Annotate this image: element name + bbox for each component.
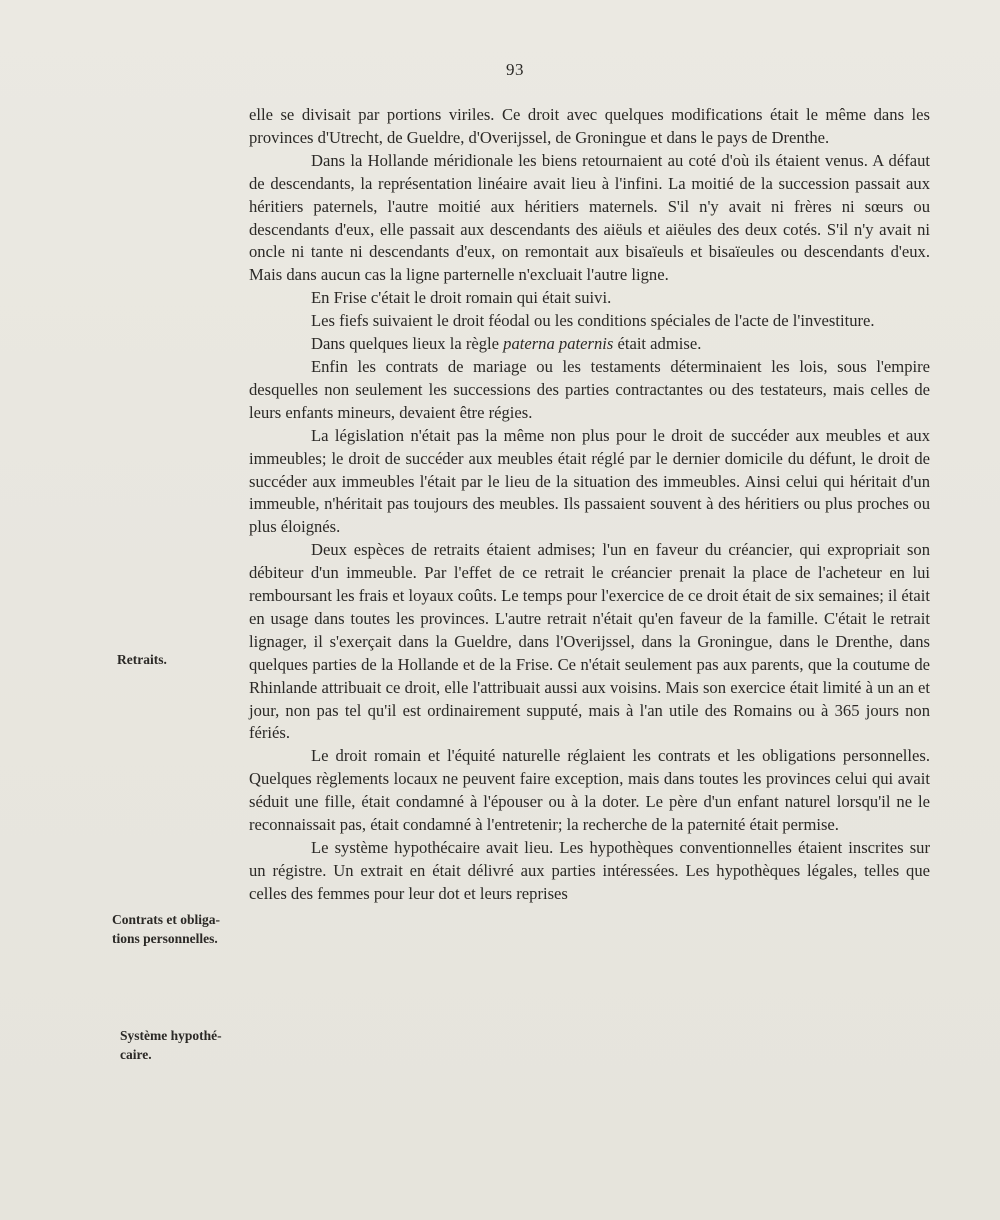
paragraph-legislation: La législation n'était pas la même non plus pour le droit de succéder aux meubles et aux immeubles; le droit de succéder aux meubles était réglé par le dernier domicile du défunt, le droit de succéder aux immeubles l'était par le lieu de la situation des immeubles. Ainsi celui qui héritait d'un immeuble, n'héritait pas toujours des meubles. Ils passaient souvent à des héritiers ou plus proches ou plus éloignés. [249, 425, 930, 537]
page-number: 93 [506, 60, 524, 79]
paragraph-systeme-hypothecaire: Le système hypothécaire avait lieu. Les hypothèques conventionnelles étaient inscrites sur un régistre. Un extrait en était délivré aux parties intéressées. Les hypothèques légales, telles que celles des femmes pour leur dot et leurs reprises [249, 838, 930, 903]
margin-note-systeme-line2: caire. [120, 1047, 152, 1062]
body-text [249, 104, 930, 906]
paragraph-contrats-mariage: Enfin les contrats de mariage ou les testaments déterminaient les lois, sous l'empire desquelles non seulement les successions des parties contractantes ou des testateurs, mais celles de leurs enfants mineurs, devaient être régies. [249, 356, 930, 422]
latin-phrase: paterna paternis [503, 334, 614, 354]
margin-note-contrats [112, 910, 242, 948]
paragraph-text: Dans quelques lieux la règle [311, 334, 504, 354]
paragraph-text: était admise. [613, 334, 702, 354]
margin-note-systeme-hypothecaire [120, 1026, 246, 1064]
margin-note-retraits-text: Retraits. [117, 652, 167, 667]
margin-note-contrats-line2: tions personnelles. [112, 931, 218, 946]
paragraph-frise: En Frise c'était le droit romain qui était suivi. [311, 288, 612, 308]
margin-note-retraits [117, 650, 167, 669]
paragraph-paterna-paternis [249, 333, 930, 356]
margin-note-contrats-line1: Contrats et obliga- [112, 912, 220, 927]
paragraph-hollande-meridionale: Dans la Hollande méridionale les biens retournaient au coté d'où ils étaient venus. A défaut de descendants, la représentation linéaire avait lieu à l'infini. La moitié de la succession passait aux héritiers paternels, l'autre moitié aux héritiers maternels. S'il n'y avait ni frères ni sœurs ou descendants d'eux, elle passait aux descendants des aiëuls et aiëules des deux cotés. S'il n'y avait ni oncle ni tante ni descendants d'eux, on remontait aux bisaïeuls et bisaïeules ou descendants d'eux. Mais dans aucun cas la ligne parternelle n'excluait l'autre ligne. [249, 150, 930, 285]
paragraph-continuation: elle se divisait par portions viriles. Ce droit avec quelques modifications était le même dans les provinces d'Utrecht, de Gueldre, d'Overijssel, de Groningue et dans le pays de Drenthe. [249, 105, 930, 147]
paragraph-retraits: Deux espèces de retraits étaient admises; l'un en faveur du créancier, qui expropriait son débiteur d'un immeuble. Par l'effet de ce retrait le créancier prenait la place de l'acheteur en lui remboursant les frais et loyaux coûts. Le temps pour l'exercice de ce droit était de six semaines; il était en usage dans toutes les provinces. L'autre retrait n'était qu'en faveur de la famille. C'était le retrait lignager, il s'exerçait dans la Gueldre, dans l'Overijssel, dans la Groningue, dans le Drenthe, dans quelques parties de la Hollande et de la Frise. Ce n'était seulement pas aux parents, que la coutume de Rhinlande attribuait ce droit, elle l'attribuait aussi aux voisins. Mais son exercice était limité à un an et jour, non pas tel qu'il est ordinairement supputé, mais à l'an utile des Romains ou à 365 jours non fériés. [249, 540, 930, 743]
paragraph-contrats-obligations: Le droit romain et l'équité naturelle réglaient les contrats et les obligations personnelles. Quelques règlements locaux ne peuvent faire exception, mais dans toutes les provinces celui qui avait séduit une fille, était condamné à l'épouser ou à la doter. Le père d'un enfant naturel lorsqu'il ne le reconnaissait pas, était condamné à l'entretenir; la recherche de la paternité était permise. [249, 746, 930, 835]
paragraph-fiefs: Les fiefs suivaient le droit féodal ou les conditions spéciales de l'acte de l'investiture. [311, 311, 875, 331]
margin-note-systeme-line1: Système hypothé- [120, 1028, 222, 1043]
